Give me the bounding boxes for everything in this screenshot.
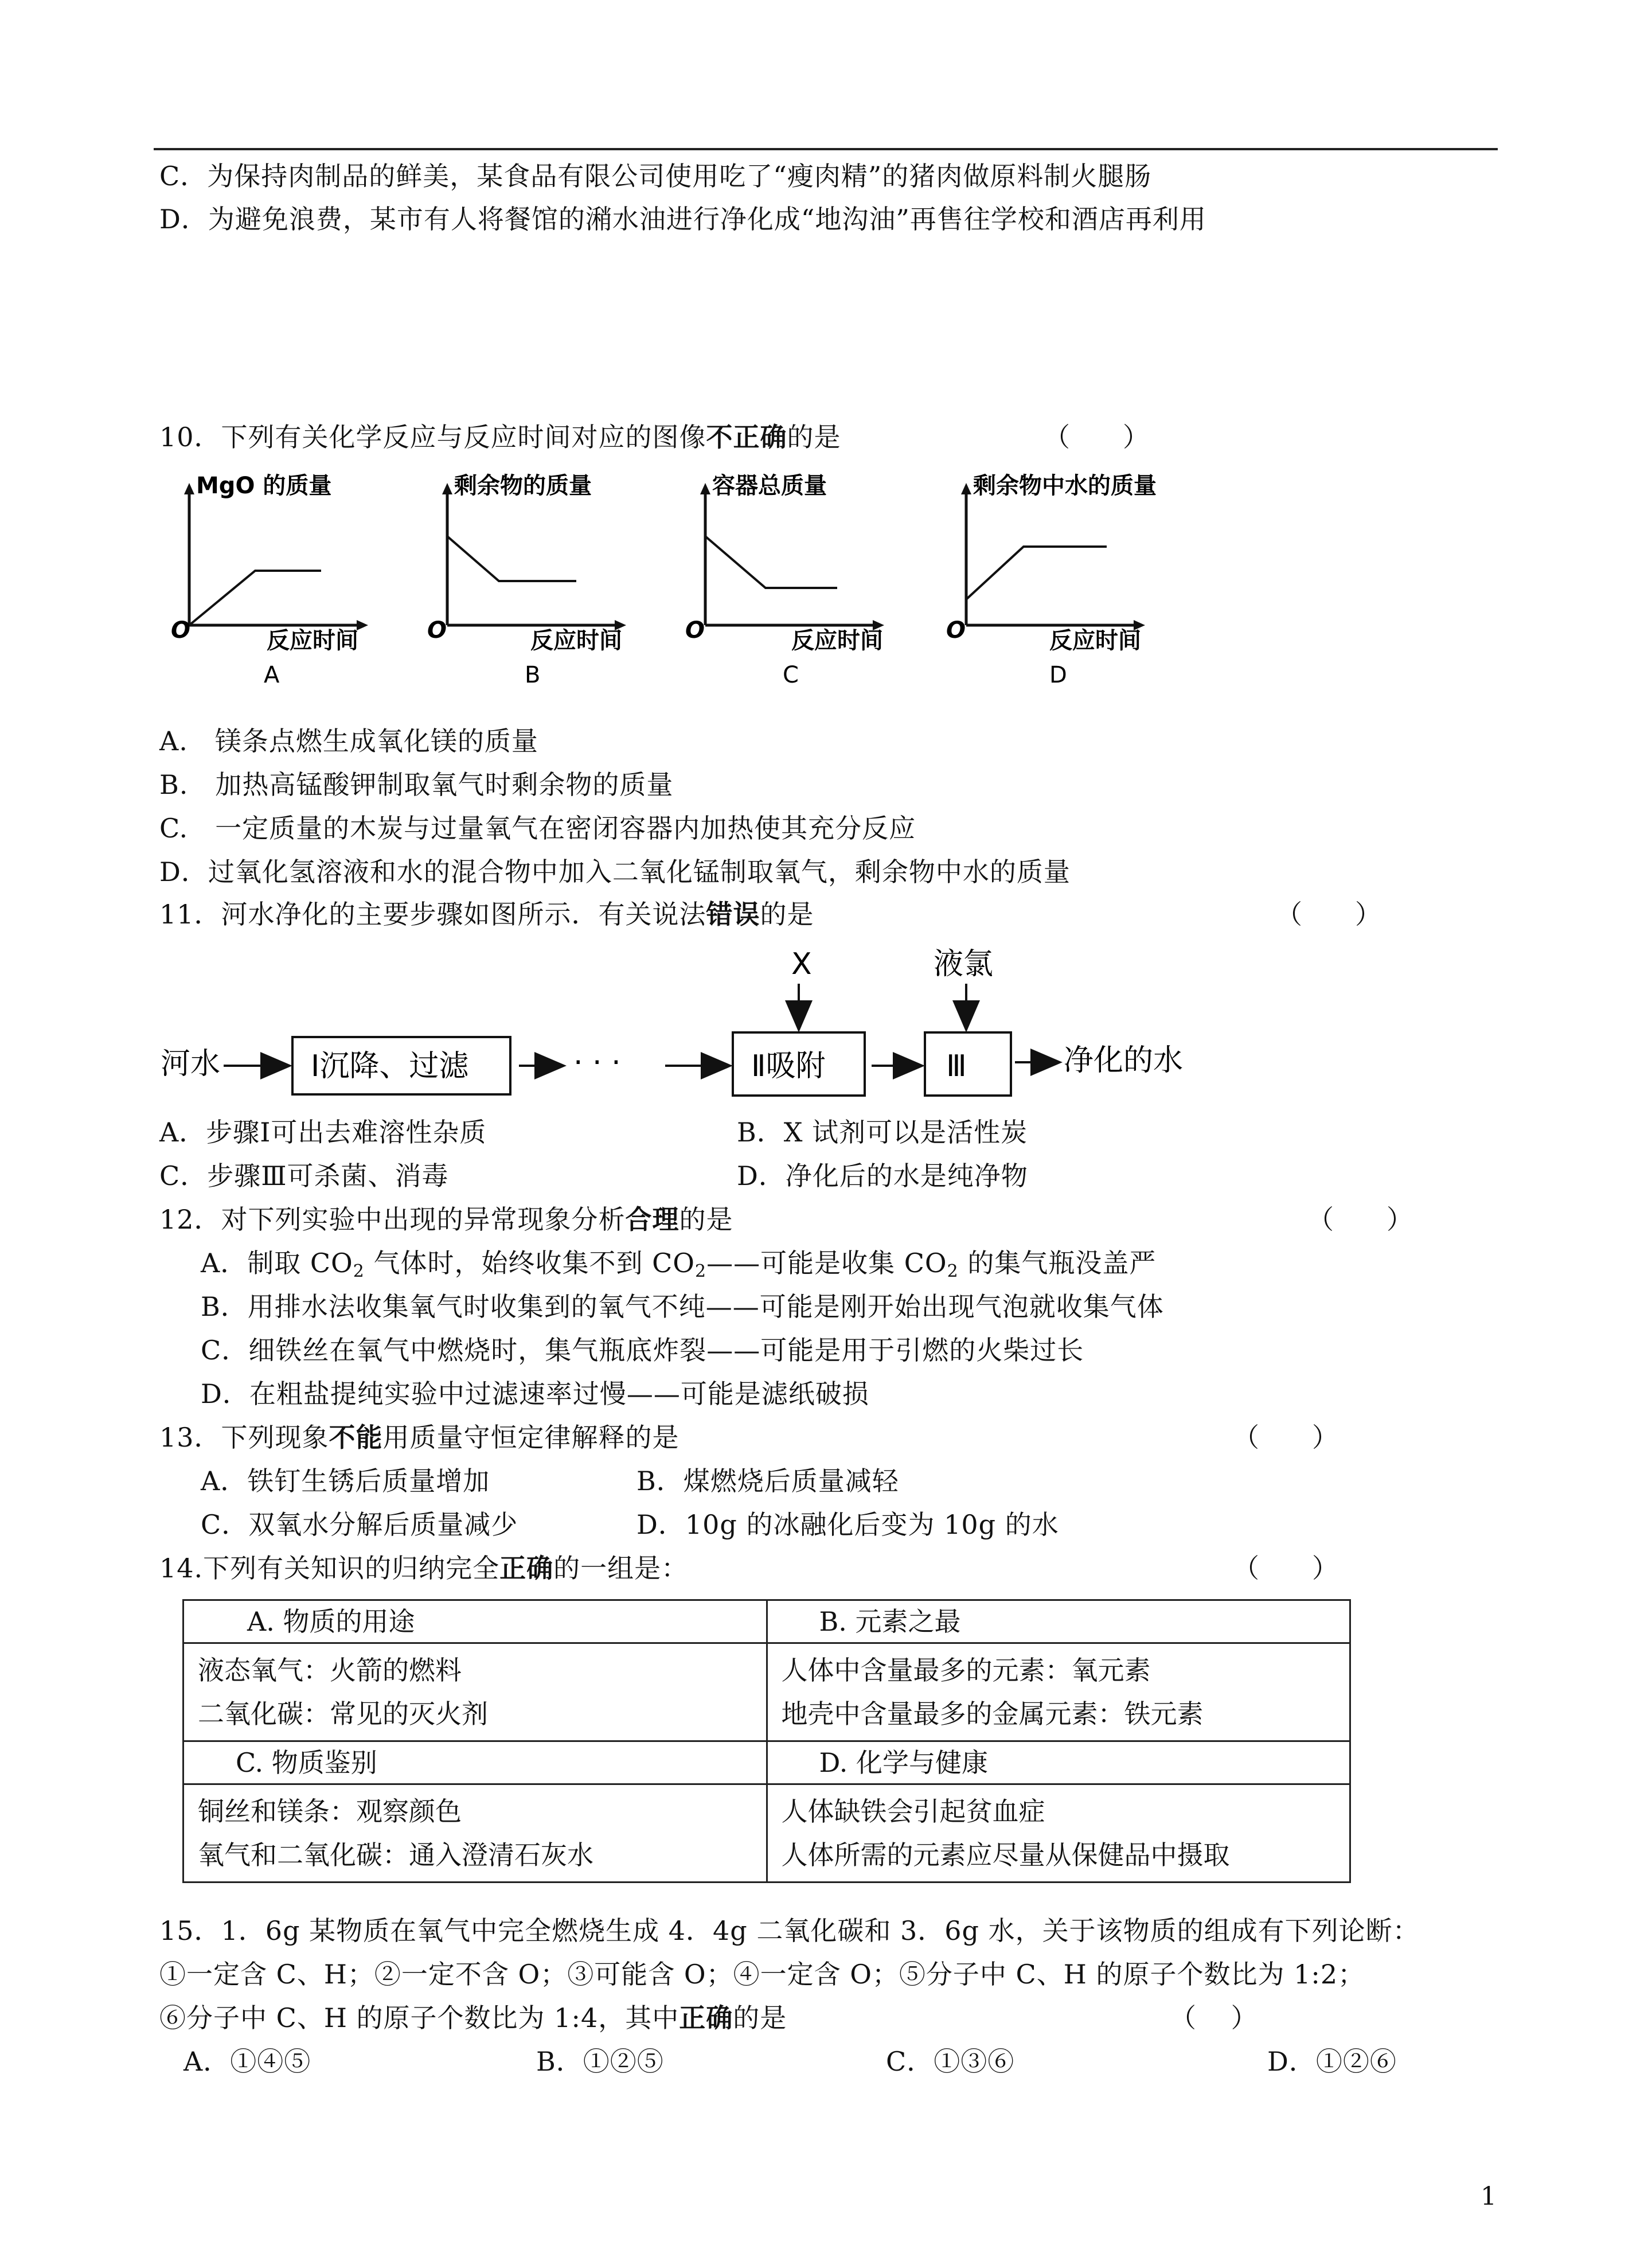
q11-stem-text: 11．河水净化的主要步骤如图所示．有关说法 <box>159 899 706 930</box>
q15-line-2: ①一定含 C、H；②一定不含 O；③可能含 O；④一定含 O；⑤分子中 C、H 的原子个数比为 1:2； <box>159 1959 1365 1990</box>
graph-d-origin: O <box>946 617 966 644</box>
table-cell-line: 人体中含量最多的元素：氧元素 <box>781 1655 1151 1686</box>
q15-stem-emphasis: 正确 <box>679 2002 733 2033</box>
graph-c-xlabel: 反应时间 <box>791 627 883 654</box>
q12-stem-tail: 的是 <box>679 1204 733 1235</box>
q10-stem-text: 10．下列有关化学反应与反应时间对应的图像 <box>159 422 706 453</box>
flow-reagent-x: X <box>791 947 812 981</box>
table-cell-line: 人体所需的元素应尽量从保健品中摄取 <box>781 1839 1230 1870</box>
table-cell-line: 液态氧气：火箭的燃料 <box>198 1655 462 1686</box>
q12-option-d: D．在粗盐提纯实验中过滤速率过慢——可能是滤纸破损 <box>201 1378 869 1409</box>
q14-stem <box>159 1551 688 1585</box>
q9-option-c: C．为保持肉制品的鲜美，某食品有限公司使用吃了“瘦肉精”的猪肉做原料制火腿肠 <box>159 161 1152 192</box>
q14-stem-text: 14.下列有关知识的归纳完全 <box>159 1553 500 1584</box>
q13-option-d: D．10g 的冰融化后变为 10g 的水 <box>636 1509 1059 1540</box>
q12-option-a-text: ——可能是收集 CO <box>706 1248 947 1279</box>
table-header-a: A. 物质的用途 <box>183 1600 767 1643</box>
q14-knowledge-table <box>182 1599 1351 1883</box>
graph-b-ylabel: 剩余物的质量 <box>454 473 592 499</box>
q14-stem-emphasis: 正确 <box>499 1553 554 1584</box>
q15-option-a: A．①④⑤ <box>183 2046 311 2077</box>
q10-answer-paren: （ ） <box>1044 422 1149 453</box>
table-cell-line: 地壳中含量最多的金属元素：铁元素 <box>781 1698 1204 1729</box>
graph-b-origin: O <box>427 617 447 644</box>
q10-stem-emphasis: 不正确 <box>706 422 787 453</box>
q15-option-c: C．①③⑥ <box>886 2046 1015 2077</box>
q15-line-3-tail: 的是 <box>733 2002 787 2033</box>
q11-answer-paren: （ ） <box>1276 899 1381 930</box>
q10-stem <box>159 420 841 454</box>
subscript: 2 <box>353 1261 365 1281</box>
flow-step1-label: Ⅰ沉降、过滤 <box>311 1049 469 1083</box>
graph-c-origin: O <box>685 617 705 644</box>
q12-option-a-text: 的集气瓶没盖严 <box>958 1248 1157 1279</box>
flow-step2-label: Ⅱ吸附 <box>751 1049 826 1083</box>
table-cell-line: 二氧化碳：常见的灭火剂 <box>198 1698 488 1729</box>
q12-stem-text: 12．对下列实验中出现的异常现象分析 <box>159 1204 626 1235</box>
q15-line-1: 15．1．6g 某物质在氧气中完全燃烧生成 4．4g 二氧化碳和 3．6g 水，关于该物质的组成有下列论断： <box>159 1915 1420 1946</box>
table-header-d: D. 化学与健康 <box>767 1741 1350 1784</box>
q11-flow-diagram <box>161 941 1239 1115</box>
table-cell-line: 铜丝和镁条：观察颜色 <box>198 1796 462 1827</box>
q11-option-d: D．净化后的水是纯净物 <box>737 1160 1028 1191</box>
q13-stem-tail: 用质量守恒定律解释的是 <box>382 1422 679 1453</box>
q13-option-a: A．铁钉生锈后质量增加 <box>201 1466 490 1496</box>
q13-stem-text: 13．下列现象 <box>159 1422 329 1453</box>
graph-d-xlabel: 反应时间 <box>1049 627 1141 654</box>
graph-d-curve <box>966 547 1107 599</box>
q13-option-b: B．煤燃烧后质量减轻 <box>636 1466 899 1496</box>
q10-graph-a <box>161 470 390 702</box>
q12-stem-emphasis: 合理 <box>625 1204 679 1235</box>
q15-option-d: D．①②⑥ <box>1267 2046 1397 2077</box>
q12-option-a <box>201 1246 1156 1280</box>
flow-output-purified-water: 净化的水 <box>1064 1043 1184 1078</box>
q12-answer-paren: （ ） <box>1307 1204 1413 1235</box>
graph-a-curve <box>189 571 321 625</box>
q15-line-3 <box>159 2001 787 2035</box>
graph-b-xlabel: 反应时间 <box>530 627 622 654</box>
graph-c-curve <box>705 536 837 588</box>
flow-ellipsis: · · · <box>573 1046 621 1080</box>
q15-answer-paren: （ ） <box>1170 2002 1257 2033</box>
q11-stem-emphasis: 错误 <box>706 899 760 930</box>
table-cell-line: 氧气和二氧化碳：通入澄清石灰水 <box>198 1839 593 1870</box>
q13-option-c: C．双氧水分解后质量减少 <box>201 1509 518 1540</box>
graph-a-ylabel: MgO 的质量 <box>196 473 332 499</box>
q14-stem-tail: 的一组是： <box>553 1553 689 1584</box>
q12-stem <box>159 1202 733 1237</box>
q10-stem-tail: 的是 <box>787 422 841 453</box>
q10-option-a: A. 镁条点燃生成氧化镁的质量 <box>159 726 538 757</box>
table-cell-line: 人体缺铁会引起贫血症 <box>781 1796 1045 1827</box>
q11-stem-tail: 的是 <box>760 899 814 930</box>
flow-input-river-water: 河水 <box>161 1047 221 1081</box>
table-cell-c <box>183 1784 767 1882</box>
q10-graph-c <box>671 470 900 702</box>
q13-stem <box>159 1420 679 1455</box>
q11-option-a: A．步骤Ⅰ可出去难溶性杂质 <box>159 1117 487 1148</box>
q10-option-b: B. 加热高锰酸钾制取氧气时剩余物的质量 <box>159 769 674 800</box>
subscript: 2 <box>695 1261 707 1281</box>
q15-option-b: B．①②⑤ <box>536 2046 664 2077</box>
graph-c-ylabel: 容器总质量 <box>712 473 827 499</box>
table-cell-b <box>767 1643 1350 1741</box>
q11-option-c: C．步骤Ⅲ可杀菌、消毒 <box>159 1160 449 1191</box>
table-header-b: B. 元素之最 <box>767 1600 1350 1643</box>
table-cell-a <box>183 1643 767 1741</box>
table-cell-d <box>767 1784 1350 1882</box>
graph-c-caption: C <box>783 662 799 688</box>
flow-step3-label: Ⅲ <box>946 1049 967 1083</box>
q14-answer-paren: （ ） <box>1233 1553 1338 1584</box>
subscript: 2 <box>947 1261 959 1281</box>
header-rule <box>154 148 1498 150</box>
q9-option-d: D．为避免浪费，某市有人将餐馆的潲水油进行净化成“地沟油”再售往学校和酒店再利用 <box>159 204 1206 235</box>
q11-stem <box>159 897 814 931</box>
q10-option-d: D．过氧化氢溶液和水的混合物中加入二氧化锰制取氧气，剩余物中水的质量 <box>159 856 1071 887</box>
q12-option-a-text: 气体时，始终收集不到 CO <box>364 1248 695 1279</box>
flow-reagent-liquid-chlorine: 液氯 <box>934 947 994 981</box>
q13-answer-paren: （ ） <box>1233 1422 1338 1453</box>
graph-b-caption: B <box>525 662 541 688</box>
table-header-c: C. 物质鉴别 <box>183 1741 767 1784</box>
q11-option-b: B．X 试剂可以是活性炭 <box>737 1117 1028 1148</box>
q12-option-b: B．用排水法收集氧气时收集到的氧气不纯——可能是刚开始出现气泡就收集气体 <box>201 1291 1164 1322</box>
q10-option-c: C. 一定质量的木炭与过量氧气在密闭容器内加热使其充分反应 <box>159 813 916 844</box>
q12-option-a-text: A．制取 CO <box>201 1248 353 1279</box>
graph-a-origin: O <box>171 617 191 644</box>
q12-option-c: C．细铁丝在氧气中燃烧时，集气瓶底炸裂——可能是用于引燃的火柴过长 <box>201 1335 1084 1366</box>
page-number: 1 <box>1481 2182 1497 2211</box>
graph-a-xlabel: 反应时间 <box>267 627 358 654</box>
graph-d-ylabel: 剩余物中水的质量 <box>973 473 1157 499</box>
q15-line-3-text: ⑥分子中 C、H 的原子个数比为 1:4，其中 <box>159 2002 679 2033</box>
q10-graph-b <box>413 470 642 702</box>
graph-b-curve <box>447 536 576 581</box>
q10-graph-d <box>932 470 1207 702</box>
q13-stem-emphasis: 不能 <box>329 1422 383 1453</box>
graph-d-caption: D <box>1049 662 1067 688</box>
graph-a-caption: A <box>264 662 280 688</box>
flow-step3-box <box>925 1032 1011 1096</box>
